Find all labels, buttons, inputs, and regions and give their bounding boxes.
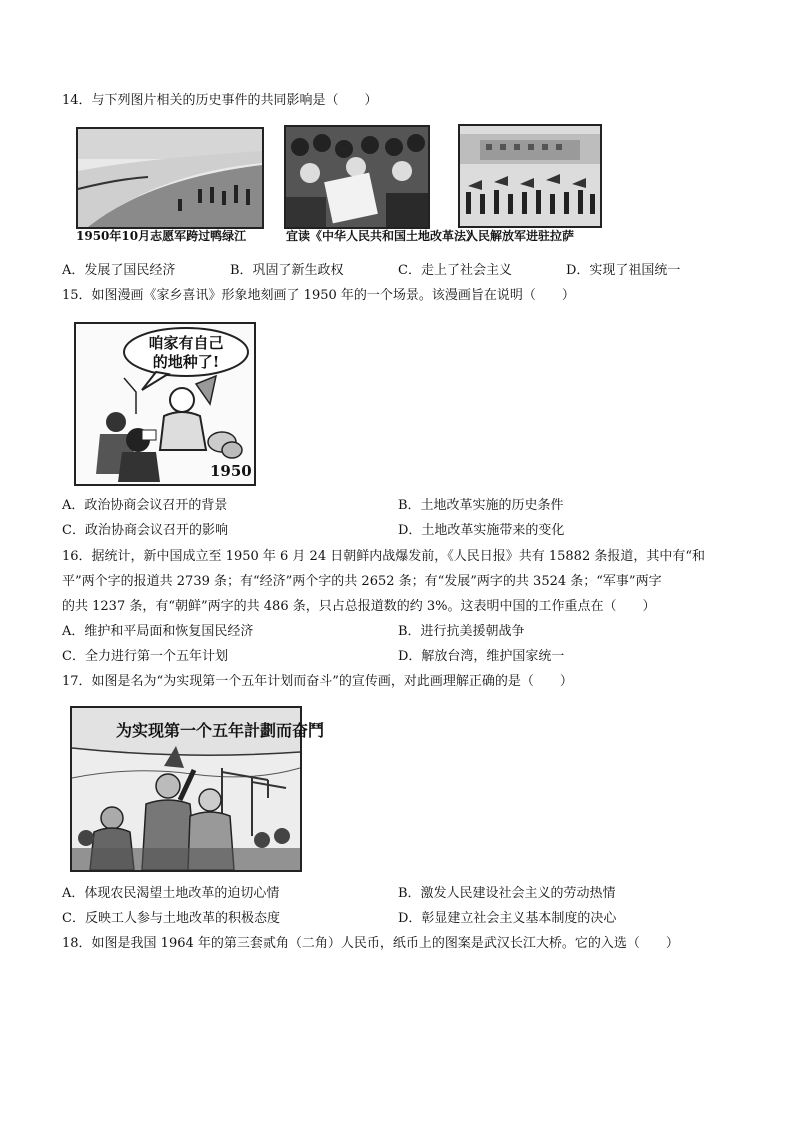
q17-poster-title: 为实现第一个五年計劃而奋鬥 — [116, 721, 325, 740]
q16-option-c[interactable]: C．全力进行第一个五年计划 — [62, 649, 228, 664]
q17-option-b[interactable]: B．激发人民建设社会主义的劳动热情 — [398, 886, 616, 901]
q16-stem-line-1: 16．据统计，新中国成立至 1950 年 6 月 24 日朝鲜内战爆发前，《人民日报》共有 15882 条报道，其中有“和 — [62, 549, 705, 564]
q14-caption-1: 1950年10月志愿军跨过鸭绿江 — [76, 229, 247, 243]
q17-option-c[interactable]: C．反映工人参与土地改革的积极态度 — [62, 911, 280, 926]
q15-cartoon — [74, 322, 256, 486]
q15-speech-line-1: 咱家有自己 — [148, 334, 224, 352]
q15-option-d[interactable]: D．土地改革实施带来的变化 — [398, 523, 565, 538]
q16-option-a[interactable]: A．维护和平局面和恢复国民经济 — [62, 624, 254, 639]
q17-option-d[interactable]: D．彰显建立社会主义基本制度的决心 — [398, 911, 617, 926]
q16-stem-line-3: 的共 1237 条，有“朝鲜”两字的共 486 条，只占总报道数的约 3%。这表明中国的工作重点在（ ） — [62, 599, 656, 614]
q14-option-a[interactable]: A．发展了国民经济 — [62, 263, 176, 278]
q14-stem: 14．与下列图片相关的历史事件的共同影响是（ ） — [62, 93, 378, 108]
q17-option-a[interactable]: A．体现农民渴望土地改革的迫切心情 — [62, 886, 280, 901]
q15-option-c[interactable]: C．政治协商会议召开的影响 — [62, 523, 228, 538]
q14-caption-3: 人民解放军进驻拉萨 — [466, 229, 575, 243]
q14-image-lhasa — [458, 124, 602, 228]
q15-option-b[interactable]: B．土地改革实施的历史条件 — [398, 498, 564, 513]
q14-image-land-reform — [284, 125, 430, 229]
q15-speech-line-2: 的地种了! — [152, 353, 220, 371]
q14-option-d[interactable]: D．实现了祖国统一 — [566, 263, 681, 278]
q15-option-a[interactable]: A．政治协商会议召开的背景 — [62, 498, 228, 513]
q14-option-b[interactable]: B．巩固了新生政权 — [230, 263, 344, 278]
q14-image-yalu-river — [76, 127, 264, 229]
q16-option-b[interactable]: B．进行抗美援朝战争 — [398, 624, 525, 639]
q16-option-d[interactable]: D．解放台湾，维护国家统一 — [398, 649, 565, 664]
q15-cartoon-year: 1950 — [210, 462, 252, 480]
q14-option-c[interactable]: C．走上了社会主义 — [398, 263, 512, 278]
q16-stem-line-2: 平”两个字的报道共 2739 条；有“经济”两个字的共 2652 条；有“发展”两字的共 3524 条；“军事”两字 — [62, 574, 662, 589]
q15-stem: 15．如图漫画《家乡喜讯》形象地刻画了 1950 年的一个场景。该漫画旨在说明（ ） — [62, 288, 575, 303]
q14-caption-2: 宜读《中华人民共和国土地改革法》 — [286, 229, 479, 243]
q18-stem: 18．如图是我国 1964 年的第三套贰角（二角）人民币，纸币上的图案是武汉长江大桥。它的入选（ ） — [62, 936, 679, 951]
q17-poster — [70, 706, 325, 872]
q17-stem: 17．如图是名为“为实现第一个五年计划而奋斗”的宣传画，对此画理解正确的是（ ） — [62, 674, 573, 689]
